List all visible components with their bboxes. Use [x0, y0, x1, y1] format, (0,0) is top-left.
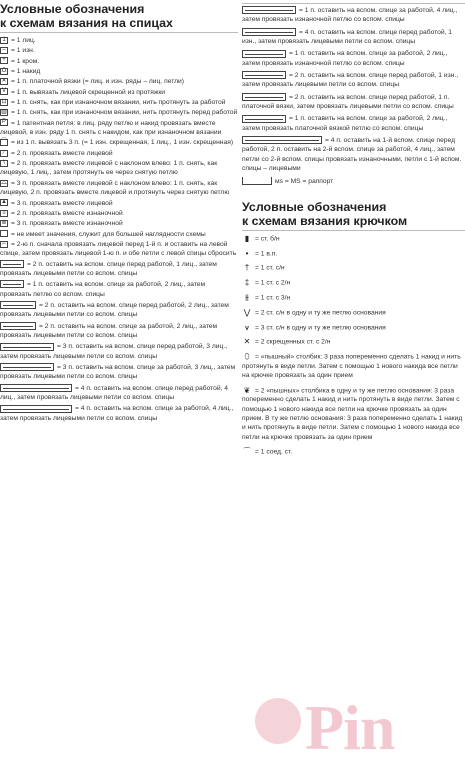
cable-entry [242, 6, 465, 25]
crochet-symbol-icon: ▮ [244, 233, 250, 243]
cable-entry-text: = 3 п. оставить на вспом. спице за работой, 3 лиц., затем провязать лицевыми петли со вспом. спицы [0, 364, 236, 381]
cable-symbol-icon [242, 71, 286, 79]
knit-symbol-entry [0, 138, 238, 147]
knit-symbol-entry [0, 67, 238, 76]
knit-symbol-entry-text: = 1 изн. [11, 47, 35, 55]
ms-label: мs [275, 177, 283, 185]
crochet-symbol-icon: ⩛ [244, 322, 250, 332]
cable-symbol-icon [0, 322, 36, 330]
crochet-symbol-entry [242, 234, 465, 244]
crochet-symbol-list [242, 234, 465, 457]
cable-entry-text: = 2 п. оставить на вспом. спице перед работой, 2 лиц., затем провязать лицевыми петли со вспом. спицы [0, 301, 229, 319]
crochet-symbol-entry [242, 386, 465, 443]
cable-entry [0, 260, 238, 279]
knit-symbol-entry-text: = 1 кром. [11, 57, 40, 65]
crochet-symbol-entry-text: = 2 «пышных» столбика в одну и ту же петлю основания: 3 раза попеременно сделать 1 накид и нить протянуть в виде петли. Затем с помощью 1 нового накида все петли на крючке провязать за один прием. В ту же петлю основания: 3 раза попеременно сделать 1 накид и нить протянуть в виде петли. Затем с помощью 1 нового накида все петли на крючке провязать за один прием [242, 387, 463, 441]
cable-entry [0, 404, 238, 423]
left-column [0, 0, 238, 425]
knit-symbol-entry [0, 119, 238, 138]
knitting-legend-title [0, 2, 238, 30]
knitting-symbol-list [0, 36, 238, 259]
crochet-title-divider [242, 230, 465, 231]
knit-symbol-entry-text: = 1 патентная петля: в лиц. ряду петлю и накид провязать вместе лицевой, в изн. ряду 1 п. снять с накидом, как при изнаночном вязании [0, 119, 222, 137]
knit-symbol-entry-text: = 2-ю п. сначала провязать лицевой перед 1-й п. и оставить на левой спице, затем провязать лицевой 1-ю п. и обе петли с левой спицы сбросить [0, 240, 237, 258]
cable-entry-text: = 1 п. оставить на вспом. спице за работой, 2 лиц., затем провязать изнаночной петлю со вспом. спицы [242, 50, 448, 67]
knit-symbol-entry [0, 179, 238, 198]
knit-symbol-entry-text: = 1 лиц. [11, 37, 36, 44]
crochet-title-line1: Условные обозначения [242, 199, 387, 214]
crochet-symbol-entry [242, 337, 465, 347]
knit-symbol-entry-text: = 3 п. провязать вместе изнаночной [11, 220, 123, 228]
knit-symbol-entry-text: = 3 п. провязать вместе лицевой [11, 199, 113, 207]
crochet-symbol-icon: † [244, 263, 250, 273]
crochet-symbol-icon: ❦ [243, 385, 251, 395]
crochet-symbol-entry-text: = 1 ст. с/н [255, 264, 285, 272]
crochet-symbol-entry [242, 249, 465, 259]
knit-symbol-entry [0, 219, 238, 228]
cable-symbol-icon [0, 343, 54, 351]
cable-entry [0, 280, 238, 299]
cable-entry [242, 93, 465, 112]
title-divider [0, 32, 238, 33]
stitch-symbol-icon: – [0, 47, 8, 54]
cable-symbol-icon [242, 6, 296, 14]
cable-entry-text: = 2 п. оставить на вспом. спице перед работой, 1 п. платочной вязки, затем провязать лицевыми петли со вспом. спицы [242, 93, 454, 111]
knit-symbol-entry [0, 209, 238, 218]
cable-entry-text: = 4 п. оставить на вспом. спице перед работой, 1 изн., затем провязать лицевыми петли со вспом. спицы [242, 28, 453, 46]
stitch-symbol-icon: ✕ [1, 78, 7, 85]
knit-symbol-entry-text: = 3 п. провязать вместе лицевой с наклоном влево: 1 п. снять, как лицевую, 2 п. провязать вместе лицевой и протянуть через снятую петлю [0, 179, 230, 197]
knitting-title-line2: к схемам вязания на спицах [0, 16, 173, 30]
knit-symbol-entry-text: = 1 п. вывязать лицевой скрещенной из протяжки [11, 88, 166, 96]
cable-symbol-icon [242, 28, 296, 36]
stitch-symbol-icon: ▨ [1, 109, 7, 116]
crochet-symbol-icon: ⋁ [243, 307, 251, 317]
crochet-symbol-icon: ‡ [244, 278, 250, 288]
crochet-symbol-entry [242, 447, 465, 457]
cable-entry [0, 322, 238, 341]
knit-symbol-entry [0, 88, 238, 97]
stitch-symbol-icon: ▲ [1, 199, 7, 206]
stitch-symbol-icon: O [1, 67, 7, 74]
knitting-cable-list [0, 260, 238, 424]
cable-entry [0, 342, 238, 361]
knit-symbol-entry-text: = 1 накид [11, 68, 41, 76]
stitch-symbol-icon: ≣ [1, 219, 7, 226]
stitch-symbol-icon: + [0, 57, 8, 64]
cable-symbol-icon [242, 50, 286, 58]
knit-symbol-entry-text: = 1 п. снять, как при изнаночном вязании, нить протянуть перед работой [11, 109, 238, 117]
cable-symbol-icon [242, 115, 286, 123]
knit-symbol-entry [0, 36, 238, 45]
crochet-symbol-entry-text: = 2 скрещенных ст. с 2/н [255, 338, 331, 346]
stitch-symbol-icon: ⊡ [1, 98, 7, 105]
watermark-text: Pin [305, 692, 395, 763]
crochet-symbol-icon: • [245, 248, 249, 258]
crochet-symbol-icon: ⬯ [244, 352, 250, 362]
repeat-bracket-icon [242, 177, 272, 185]
stitch-symbol-icon: \ [0, 160, 8, 167]
crochet-symbol-entry-text: = «пышный» столбик: 3 раза попеременно сделать 1 накид и нить протянуть в виде петли. Затем с помощью 1 нового накида все петли на крючке провязать за один прием [242, 353, 461, 380]
knit-symbol-entry [0, 46, 238, 55]
crochet-symbol-entry-text: = 1 в.п. [255, 250, 278, 258]
knit-symbol-entry [0, 57, 238, 66]
cable-entry [242, 136, 465, 173]
cable-entry-text: = 4 п. оставить на 1-й вспом. спице перед работой, 2 п. оставить на 2-й вспом. спице за работой, 4 лиц., затем петли со 2-й вспом. спицы провязать изнаночными, петли с 1-й вспом. спицы – лицевыми [242, 137, 462, 173]
crochet-symbol-entry-text: = 1 ст. с 3/н [255, 294, 291, 302]
knit-symbol-entry [0, 98, 238, 107]
cable-symbol-icon [242, 93, 286, 101]
knit-symbol-entry [0, 199, 238, 208]
crochet-symbol-entry [242, 278, 465, 288]
crochet-legend-title [242, 200, 465, 228]
watermark [255, 686, 465, 768]
knit-symbol-entry-text: = 2 п. провязать вместе лицевой [11, 149, 113, 157]
stitch-symbol-icon: P [1, 119, 6, 126]
crochet-symbol-entry-text: = ст. б/н [255, 235, 280, 243]
crochet-symbol-entry-text: = 1 ст. с 2/н [255, 279, 291, 287]
cable-entry-text: = 3 п. оставить на вспом. спице перед работой, 3 лиц., затем провязать лицевыми петли со вспом. спицы [0, 343, 228, 360]
crochet-symbol-entry [242, 323, 465, 333]
cable-entry-text: = 2 п. оставить на вспом. спице перед работой, 1 лиц., затем провязать лицевыми петли со вспом. спицы [0, 260, 217, 277]
cable-symbol-icon [0, 384, 72, 392]
stitch-symbol-icon: ⌒ [1, 139, 8, 146]
knitting-title-line1: Условные обозначения [0, 2, 145, 16]
knit-symbol-entry [0, 230, 238, 239]
top-divider [242, 3, 465, 4]
cable-entry [242, 71, 465, 90]
knit-symbol-entry-text: = 2 п. провязать вместе лицевой с наклоном влево: 1 п. снять, как лицевую, 1 лиц., затем протянуть ее через снятую петлю [0, 160, 218, 177]
cable-entry [0, 301, 238, 320]
knit-symbol-entry [0, 240, 238, 259]
crochet-title-line2: к схемам вязания крючком [242, 213, 408, 228]
knit-symbol-entry-text: = не имеет значения, служит для большей наглядности схемы [11, 230, 206, 238]
cable-entry-text: = 1 п. оставить на вспом. спице за работой, 2 лиц., затем провязать платочной вязкой петлю со вспом. спицы [242, 115, 448, 132]
knit-symbol-entry [0, 108, 238, 117]
cable-entry [242, 49, 465, 68]
crochet-symbol-icon: ⫵ [245, 292, 249, 302]
knit-symbol-entry [0, 159, 238, 178]
cable-entry-text: = 2 п. оставить на вспом. спице перед работой, 1 изн., затем провязать лицевыми петли со вспом. спицы [242, 72, 459, 89]
crochet-symbol-entry [242, 263, 465, 273]
knit-symbol-entry-text: = 1 п. платочной вязки (= лиц. и изн. ряды – лиц. петли) [11, 78, 184, 86]
knit-symbol-entry-text: = 1 п. снять, как при изнаночном вязании, нить протянуть за работой [11, 99, 226, 107]
cable-symbol-icon [0, 405, 72, 413]
crochet-symbol-entry-text: = 2 ст. с/н в одну и ту же петлю основания [255, 309, 386, 317]
knit-symbol-entry-text: = 2 п. провязать вместе изнаночной [11, 209, 123, 217]
stitch-symbol-icon: ⧍ [1, 179, 7, 186]
cable-entry [0, 363, 238, 382]
crochet-symbol-entry [242, 308, 465, 318]
cable-entry-text: = 1 п. оставить на вспом. спице за работой, 2 лиц., затем провязать петлю со вспом. спицы [0, 281, 206, 298]
stitch-symbol-icon: ⁄ [0, 150, 8, 157]
ms-repeat-entry [242, 177, 465, 186]
cable-entry-text: = 1 п. оставить на вспом. спице за работой, 4 лиц., затем провязать изнаночной петлю со вспом. спицы [242, 7, 458, 24]
cable-entry [242, 114, 465, 133]
stitch-symbol-icon: 1 [0, 37, 8, 44]
knit-symbol-entry [0, 77, 238, 86]
cable-symbol-icon [242, 136, 322, 144]
cable-symbol-icon [0, 301, 36, 309]
stitch-symbol-icon: ⌐ [0, 241, 8, 248]
stitch-symbol-icon: ≡ [0, 210, 8, 217]
stitch-symbol-icon: V [1, 88, 6, 95]
cable-symbol-icon [0, 260, 24, 268]
crochet-symbol-entry-text: = 1 соед. ст. [255, 448, 293, 456]
stitch-symbol-icon [0, 230, 8, 237]
cable-symbol-icon [0, 280, 24, 288]
cable-symbol-icon [0, 363, 54, 371]
knit-symbol-entry-text: = из 1 п. вывязать 3 п. (= 1 изн. скрещенная, 1 лиц., 1 изн. скрещенная) [11, 139, 234, 147]
crochet-symbol-entry [242, 293, 465, 303]
cable-entry-text: = 2 п. оставить на вспом. спице за работой, 2 лиц., затем провязать лицевыми петли со вспом. спицы [0, 322, 218, 339]
right-cable-list [242, 6, 465, 174]
knit-symbol-entry [0, 149, 238, 158]
cable-entry [242, 28, 465, 47]
cable-entry-text: = 4 п. оставить на вспом. спице за работой, 4 лиц., затем провязать лицевыми петли со вспом. спицы [0, 405, 234, 422]
cable-entry [0, 384, 238, 403]
crochet-symbol-entry [242, 352, 465, 380]
right-column [242, 0, 465, 462]
crochet-symbol-entry-text: = 3 ст. с/н в одну и ту же петлю основания [255, 323, 386, 331]
crochet-symbol-icon: ✕ [243, 337, 251, 347]
watermark-logo-icon [255, 698, 301, 744]
crochet-symbol-icon: ⌒ [243, 447, 251, 457]
ms-text: = MS = раппорт [284, 177, 334, 185]
cable-entry-text: = 4 п. оставить на вспом. спице перед работой, 4 лиц., затем провязать лицевыми петли со вспом. спицы [0, 384, 229, 402]
